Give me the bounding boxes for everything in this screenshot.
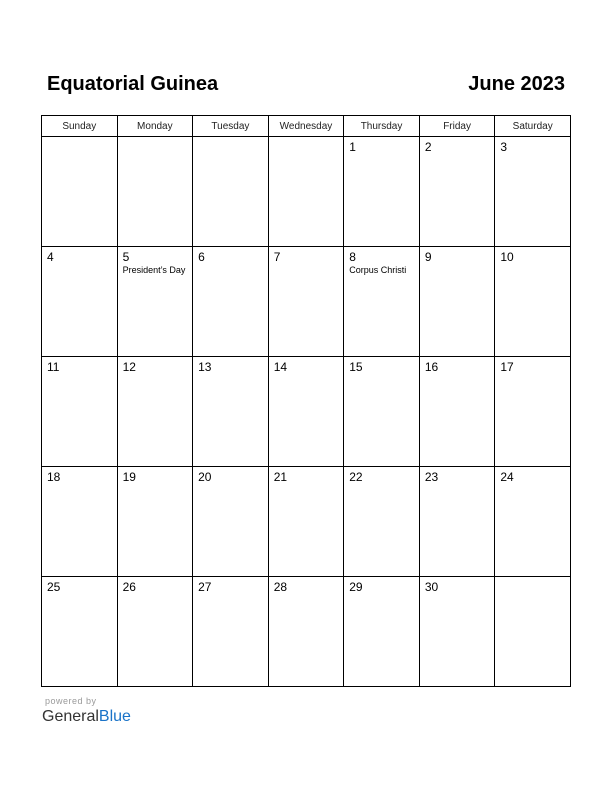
brand-name-general: General (42, 708, 99, 725)
day-number: 27 (198, 580, 212, 594)
weekday-header: Wednesday (268, 116, 344, 137)
day-cell (344, 137, 420, 247)
day-number: 2 (424, 140, 432, 154)
day-number: 7 (273, 250, 281, 264)
week-row (42, 467, 571, 577)
week-row (42, 357, 571, 467)
country-title: Equatorial Guinea (47, 73, 219, 95)
brand-logo (42, 707, 131, 727)
day-cell (42, 357, 118, 467)
day-cell (344, 247, 420, 357)
brand-name-blue: Blue (98, 708, 131, 725)
day-cell (268, 577, 344, 687)
day-number (193, 137, 268, 140)
day-number: 4 (47, 250, 54, 264)
day-cell (495, 467, 571, 577)
day-number: 18 (47, 470, 61, 484)
day-number (269, 137, 344, 140)
day-number: 22 (349, 470, 363, 484)
day-cell (268, 467, 344, 577)
day-cell (495, 137, 571, 247)
day-number: 23 (424, 470, 439, 484)
day-cell (495, 247, 571, 357)
day-number: 20 (198, 470, 212, 484)
day-cell (193, 137, 269, 247)
day-number: 6 (198, 250, 205, 264)
day-number: 15 (349, 360, 363, 374)
day-number: 10 (500, 250, 514, 264)
weekday-header: Tuesday (193, 116, 269, 137)
day-cell (42, 577, 118, 687)
day-number: 29 (349, 580, 363, 594)
day-number: 26 (122, 580, 136, 594)
day-number: 14 (273, 360, 288, 374)
day-cell (193, 467, 269, 577)
day-cell (193, 357, 269, 467)
weekday-header: Saturday (495, 116, 571, 137)
weekday-header: Monday (117, 116, 193, 137)
day-number: 1 (349, 140, 356, 154)
day-number: 13 (198, 360, 212, 374)
holiday-label: Corpus Christi (349, 265, 407, 275)
day-number: 25 (47, 580, 61, 594)
day-cell (193, 577, 269, 687)
day-cell (344, 577, 420, 687)
day-number: 24 (500, 470, 514, 484)
day-cell (419, 247, 495, 357)
calendar-grid (41, 115, 571, 687)
week-row (42, 577, 571, 687)
day-number: 21 (273, 470, 288, 484)
day-number: 3 (500, 140, 508, 154)
day-cell (42, 467, 118, 577)
weekday-header: Friday (419, 116, 495, 137)
day-cell (42, 137, 118, 247)
day-cell (344, 357, 420, 467)
weekday-header-row (42, 116, 571, 137)
weekday-header: Sunday (42, 116, 118, 137)
day-cell (268, 247, 344, 357)
day-cell (117, 357, 193, 467)
day-number (118, 137, 193, 140)
day-number: 9 (424, 250, 432, 264)
holiday-label: President’s Day (122, 265, 186, 275)
day-number (42, 137, 117, 140)
day-cell (495, 577, 571, 687)
day-cell (419, 137, 495, 247)
day-number: 5 (122, 250, 130, 264)
day-number: 28 (273, 580, 288, 594)
day-cell (268, 137, 344, 247)
day-cell (419, 467, 495, 577)
powered-by-text: powered by (45, 696, 97, 706)
day-cell (268, 357, 344, 467)
day-number: 16 (424, 360, 439, 374)
day-cell (419, 577, 495, 687)
day-cell (344, 467, 420, 577)
day-number: 8 (349, 250, 356, 264)
day-number: 17 (500, 360, 514, 374)
day-cell (117, 577, 193, 687)
footer-branding (42, 696, 131, 727)
day-number: 12 (122, 360, 136, 374)
weekday-header: Thursday (344, 116, 420, 137)
day-number: 11 (47, 360, 60, 374)
day-cell (193, 247, 269, 357)
day-cell (495, 357, 571, 467)
day-number: 19 (122, 470, 136, 484)
day-number: 30 (424, 580, 439, 594)
day-cell (117, 467, 193, 577)
day-cell (117, 137, 193, 247)
day-cell (117, 247, 193, 357)
week-row (42, 137, 571, 247)
month-year-title: June 2023 (468, 73, 565, 95)
day-cell (42, 247, 118, 357)
week-row (42, 247, 571, 357)
day-number (495, 577, 570, 580)
day-cell (419, 357, 495, 467)
